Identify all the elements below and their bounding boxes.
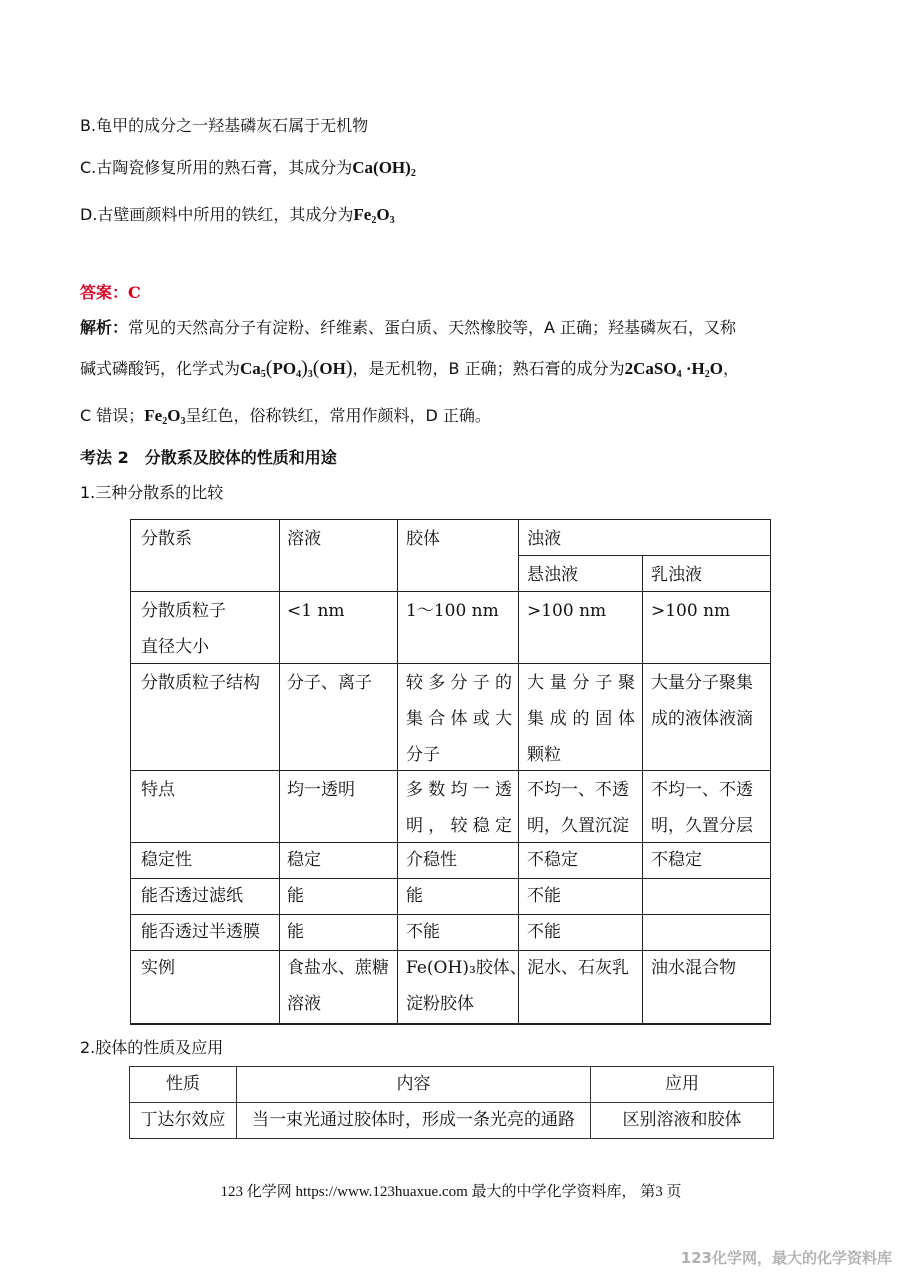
cell-feature-solution: 均一透明 [287,780,355,800]
cell-filter-solution: 能 [287,886,304,906]
option-b: B.龟甲的成分之一羟基磷灰石属于无机物 [80,116,369,135]
option-d [80,204,395,232]
colloid-properties-table [129,1066,774,1139]
section-sub-2: 2.胶体的性质及应用 [80,1038,224,1057]
row-structure-label: 分散质粒子结构 [141,673,260,693]
section-sub-1: 1.三种分散系的比较 [80,483,224,502]
cell-tyndall-application: 区别溶液和胶体 [622,1110,742,1130]
analysis-line-2: 碱式磷酸钙，化学式为$Ca_5(PO_4)_3(OH)$，是无机物，B 正确；熟石膏的成分为2CaSO$_4$ $\cdot H_2O$， [80,357,739,380]
cell-feature-suspension: 不均一、不透 明，久置沉淀 [527,780,629,836]
answer-label: 答案： [80,283,129,302]
cell-size-suspension: >100 nm [527,601,607,621]
cell-membrane-colloid: 不能 [406,922,440,942]
hydroxyapatite-formula: $Ca_5(PO_4)_3(OH)$ [240,357,353,380]
dispersion-comparison-table [130,519,771,1025]
th-turbid: 浊液 [527,529,561,549]
cell-size-colloid: 1～100 nm [406,601,499,621]
th-emulsion: 乳浊液 [651,565,702,585]
section-title: 考法 2 分散系及胶体的性质和用途 [80,448,337,467]
gypsum-formula: 2CaSO$_4$ $\cdot H_2O$ [624,359,723,380]
cell-stability-emulsion: 不稳定 [651,850,702,870]
cell-example-colloid: Fe(OH)₃胶体、 淀粉胶体 [406,958,527,1014]
option-c [80,157,416,185]
cell-stability-colloid: 介稳性 [406,850,457,870]
cell-example-solution: 食盐水、蔗糖 溶液 [287,958,389,1014]
cell-feature-colloid: 多数均一透 明，较稳定 [406,780,512,836]
cell-structure-suspension: 大量分子聚 集成的固体 颗粒 [527,673,635,765]
cell-structure-solution: 分子、离子 [287,673,372,693]
iron-oxide-formula: $Fe_2O_3$ [144,406,186,427]
option-c-text: C.古陶瓷修复所用的熟石膏，其成分为 [80,158,353,177]
th-colloid: 胶体 [406,529,440,549]
cell-structure-colloid: 较多分子的 集合体或大 分子 [406,673,512,765]
cell-stability-suspension: 不稳定 [527,850,578,870]
th-solution: 溶液 [287,529,321,549]
th-property: 性质 [166,1074,200,1094]
cell-size-solution: <1 nm [287,601,345,621]
row-membrane-label: 能否透过半透膜 [141,922,260,942]
row-size-label: 分散质粒子 直径大小 [141,601,226,657]
answer [80,282,141,304]
th-dispersion: 分散系 [141,529,192,549]
cell-filter-suspension: 不能 [527,886,561,906]
row-stability-label: 稳定性 [141,850,192,870]
cell-tyndall: 丁达尔效应 [140,1110,226,1130]
cell-membrane-suspension: 不能 [527,922,561,942]
th-suspension: 悬浊液 [527,565,578,585]
cell-size-emulsion: >100 nm [651,601,731,621]
option-d-formula: $Fe_2O_3$ [353,205,395,226]
th-content: 内容 [396,1074,431,1094]
cell-feature-emulsion: 不均一、不透 明，久置分层 [651,780,753,836]
watermark: 123化学网，最大的化学资料库 [680,1249,892,1267]
analysis-line-3: C 错误；$Fe_2O_3$呈红色，俗称铁红，常用作颜料，D 正确。 [80,406,491,427]
cell-tyndall-content: 当一束光通过胶体时，形成一条光亮的通路 [252,1110,575,1130]
page-footer: 123 化学网 https://www.123huaxue.com 最大的中学化学资料库， 第3 页 [220,1184,682,1200]
cell-structure-emulsion: 大量分子聚集 成的液体液滴 [651,673,753,729]
cell-example-emulsion: 油水混合物 [651,958,736,978]
row-feature-label: 特点 [141,780,175,800]
answer-value: C [128,283,141,302]
row-example-label: 实例 [141,958,175,978]
th-application: 应用 [665,1074,699,1094]
cell-example-suspension: 泥水、石灰乳 [527,958,629,978]
cell-filter-colloid: 能 [406,886,423,906]
analysis-label: 解析： [80,318,129,337]
cell-membrane-solution: 能 [287,922,304,942]
option-c-formula: $Ca(OH)_2$ [352,158,416,179]
option-d-text: D.古壁画颜料中所用的铁红，其成分为 [80,205,354,224]
cell-stability-solution: 稳定 [287,850,321,870]
analysis-line-1: 解析：常见的天然高分子有淀粉、纤维素、蛋白质、天然橡胶等，A 正确；羟基磷灰石，又称 [80,318,737,337]
row-filter-label: 能否透过滤纸 [141,886,243,906]
